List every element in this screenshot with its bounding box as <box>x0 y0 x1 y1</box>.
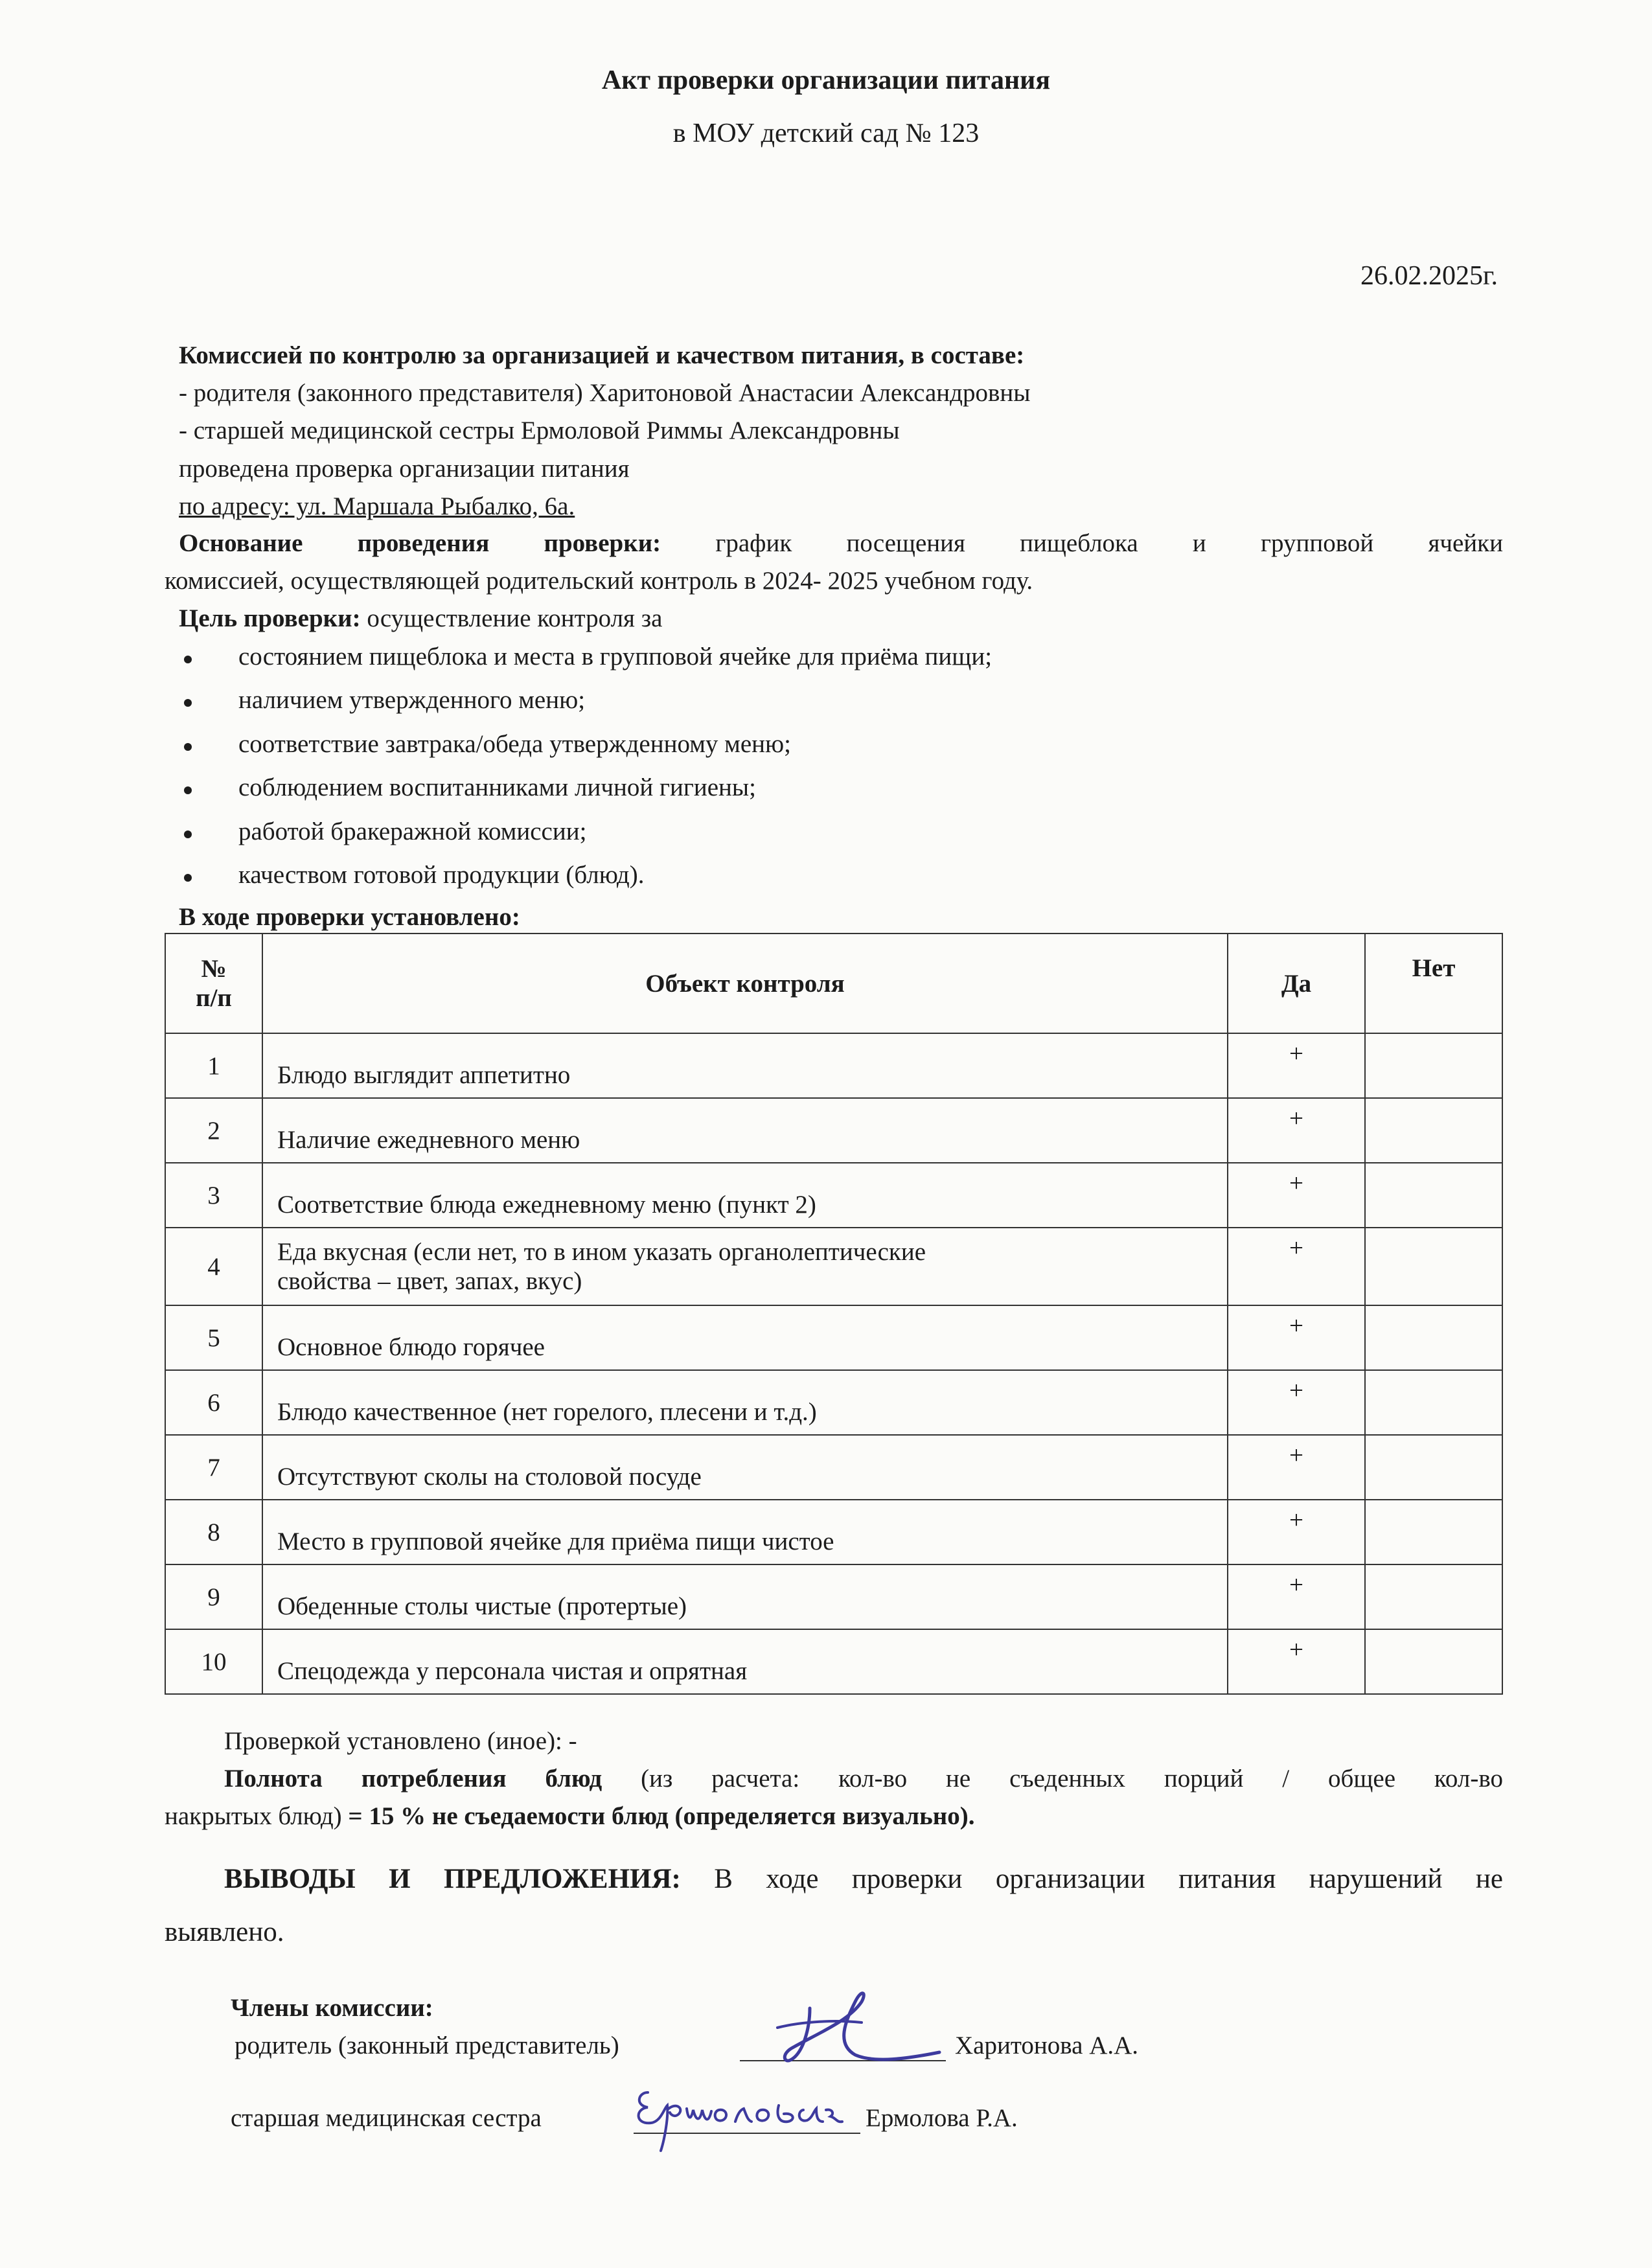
row-object: Соответствие блюда ежедневному меню (пункт 2) <box>262 1163 1228 1228</box>
row-no-mark <box>1365 1305 1502 1370</box>
bullet-icon <box>184 830 192 838</box>
conclusions-text-1: В ходе проверки организации питания нарушений не <box>714 1864 1504 1894</box>
table-row <box>165 1305 1502 1370</box>
table-row <box>165 1033 1502 1098</box>
conclusions-text-2: выявлено. <box>165 1917 284 1947</box>
row-num: 4 <box>165 1228 262 1305</box>
goal-label: Цель проверки: <box>179 604 361 632</box>
commission-member-nurse: - старшей медицинской сестры Ермоловой Риммы Александровны <box>179 417 900 444</box>
row-no-mark <box>1365 1098 1502 1163</box>
row-object-line-2: свойства – цвет, запах, вкус) <box>277 1267 582 1295</box>
table-row <box>165 1564 1502 1629</box>
bullet-icon <box>184 656 192 663</box>
consumption-text-2b: = 15 % не съедаемости блюд (определяется визуально). <box>348 1802 975 1830</box>
basis-text-1: график посещения пищеблока и групповой ячейки <box>715 529 1503 557</box>
row-yes-mark: + <box>1228 1033 1365 1098</box>
document-title: Акт проверки организации питания <box>601 65 1051 95</box>
table-row <box>165 1228 1502 1305</box>
row-object: Основное блюдо горячее <box>262 1305 1228 1370</box>
control-table <box>165 933 1503 1695</box>
header-object: Объект контроля <box>262 934 1228 1033</box>
row-num: 6 <box>165 1370 262 1435</box>
row-num: 2 <box>165 1098 262 1163</box>
row-object: Обеденные столы чистые (протертые) <box>262 1564 1228 1629</box>
signature-name-parent: Харитонова А.А. <box>955 2032 1139 2059</box>
signature-stroke <box>639 2092 842 2151</box>
goal-item: соблюдением воспитанниками личной гигиены; <box>238 773 756 801</box>
row-num: 10 <box>165 1629 262 1694</box>
bullet-icon <box>184 699 192 707</box>
row-no-mark <box>1365 1033 1502 1098</box>
conducted-text: проведена проверка организации питания <box>179 455 630 483</box>
row-no-mark <box>1365 1370 1502 1435</box>
findings-heading: В ходе проверки установлено: <box>179 903 520 931</box>
row-object: Отсутствуют сколы на столовой посуде <box>262 1435 1228 1500</box>
goal-line <box>179 603 662 635</box>
goal-item: состоянием пищеблока и места в групповой ячейке для приёма пищи; <box>238 643 992 670</box>
row-yes-mark: + <box>1228 1500 1365 1564</box>
row-yes-mark: + <box>1228 1098 1365 1163</box>
commission-member-parent: - родителя (законного представителя) Харитоновой Анастасии Александровны <box>179 379 1031 407</box>
other-findings: Проверкой установлено (иное): - <box>224 1727 577 1755</box>
row-object-line-1: Еда вкусная (если нет, то в ином указать органолептические <box>277 1238 926 1266</box>
goal-text: осуществление контроля за <box>367 604 663 632</box>
row-yes-mark: + <box>1228 1163 1365 1228</box>
row-no-mark <box>1365 1435 1502 1500</box>
row-num: 7 <box>165 1435 262 1500</box>
consumption-label: Полнота потребления блюд <box>224 1765 602 1793</box>
signature-name-nurse: Ермолова Р.А. <box>866 2104 1018 2132</box>
table-row <box>165 1629 1502 1694</box>
row-num: 3 <box>165 1163 262 1228</box>
row-yes-mark: + <box>1228 1305 1365 1370</box>
row-object: Наличие ежедневного меню <box>262 1098 1228 1163</box>
header-num <box>165 934 262 1033</box>
row-no-mark <box>1365 1163 1502 1228</box>
basis-line-1 <box>179 528 1503 560</box>
goal-item: качеством готовой продукции (блюд). <box>238 861 645 889</box>
table-row <box>165 1435 1502 1500</box>
signature-stroke <box>777 2021 862 2028</box>
table-row <box>165 1500 1502 1564</box>
row-no-mark <box>1365 1500 1502 1564</box>
header-num-line-1: № <box>201 955 227 983</box>
table-row <box>165 1163 1502 1228</box>
row-no-mark <box>1365 1228 1502 1305</box>
row-no-mark <box>1365 1564 1502 1629</box>
row-num: 5 <box>165 1305 262 1370</box>
table-row <box>165 1370 1502 1435</box>
consumption-text-1: (из расчета: кол-во не съеденных порций / общее кол-во <box>641 1765 1503 1793</box>
header-yes: Да <box>1228 934 1365 1033</box>
row-yes-mark: + <box>1228 1564 1365 1629</box>
address-text: по адресу: ул. Маршала Рыбалко, 6а. <box>179 492 575 520</box>
document-subtitle: в МОУ детский сад № 123 <box>672 119 980 148</box>
consumption-line-2 <box>165 1801 974 1833</box>
row-object: Блюдо качественное (нет горелого, плесени и т.д.) <box>262 1370 1228 1435</box>
row-object: Место в групповой ячейке для приёма пищи чистое <box>262 1500 1228 1564</box>
row-yes-mark: + <box>1228 1435 1365 1500</box>
header-no: Нет <box>1365 934 1502 1033</box>
signatures-heading: Члены комиссии: <box>231 1994 433 2022</box>
bullet-icon <box>184 786 192 794</box>
signature-role-parent: родитель (законный представитель) <box>235 2032 619 2059</box>
header-num-line-2: п/п <box>196 984 232 1012</box>
row-object <box>262 1228 1228 1305</box>
goal-item: соответствие завтрака/обеда утвержденному меню; <box>238 730 791 758</box>
consumption-text-2a: накрытых блюд) <box>165 1802 342 1830</box>
conclusions-label: ВЫВОДЫ И ПРЕДЛОЖЕНИЯ: <box>224 1864 681 1894</box>
signature-parent <box>764 1982 952 2067</box>
signature-stroke <box>785 1993 939 2061</box>
basis-text-2: комиссией, осуществляющей родительский контроль в 2024- 2025 учебном году. <box>165 567 1033 595</box>
row-no-mark <box>1365 1629 1502 1694</box>
document-date: 26.02.2025г. <box>1360 261 1498 291</box>
signature-role-nurse: старшая медицинская сестра <box>231 2104 542 2132</box>
basis-label: Основание проведения проверки: <box>179 529 661 557</box>
goal-item: работой бракеражной комиссии; <box>238 818 587 845</box>
row-yes-mark: + <box>1228 1629 1365 1694</box>
signature-nurse <box>628 2070 868 2154</box>
table-header-row <box>165 934 1502 1033</box>
row-yes-mark: + <box>1228 1228 1365 1305</box>
row-object: Спецодежда у персонала чистая и опрятная <box>262 1629 1228 1694</box>
row-num: 8 <box>165 1500 262 1564</box>
goal-item: наличием утвержденного меню; <box>238 686 586 714</box>
bullet-icon <box>184 874 192 882</box>
row-object: Блюдо выглядит аппетитно <box>262 1033 1228 1098</box>
table-row <box>165 1098 1502 1163</box>
bullet-icon <box>184 743 192 751</box>
consumption-line-1 <box>224 1763 1503 1795</box>
row-num: 1 <box>165 1033 262 1098</box>
commission-heading: Комиссией по контролю за организацией и качеством питания, в составе: <box>179 341 1025 369</box>
row-num: 9 <box>165 1564 262 1629</box>
conclusions-line-1 <box>224 1862 1503 1897</box>
row-yes-mark: + <box>1228 1370 1365 1435</box>
